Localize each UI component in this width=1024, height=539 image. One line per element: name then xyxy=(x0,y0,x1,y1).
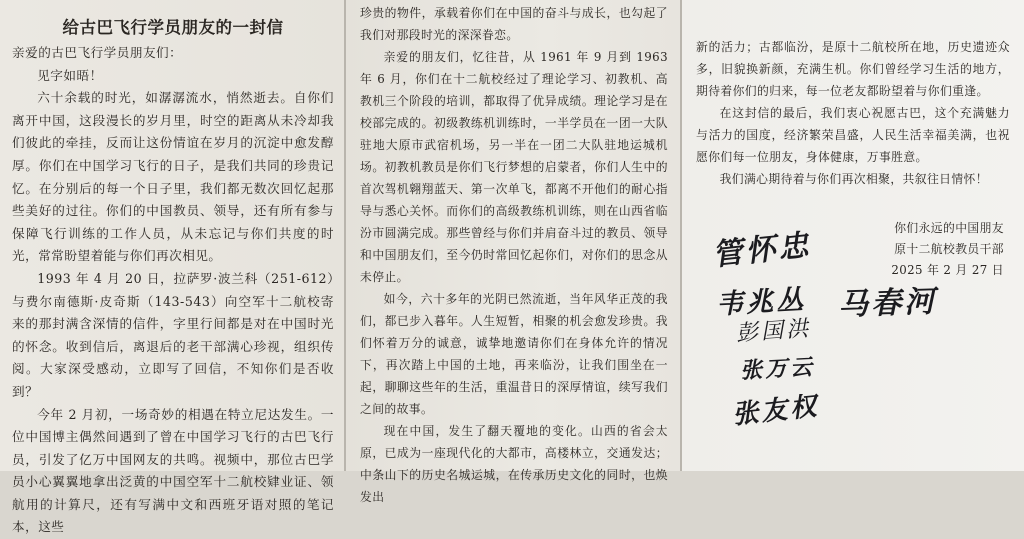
handwritten-signature: 张万云 xyxy=(739,350,816,385)
handwritten-signature: 彭国洪 xyxy=(735,311,812,347)
paragraph: 亲爱的朋友们，忆往昔，从 1961 年 9 月到 1963 年 6 月，你们在十二航校经过了理论学习、初教机、高教机三个阶段的培训，都取得了优异成绩。理论学习是在校部完成的。初级教练机训练时，一半学员在一团一大队驻地大原市武宿机场，另一半在一团二大队驻地运城机场。初教机教员是你们飞行梦想的启蒙者，你们人生中的首次驾机翱翔蓝天、第一次单飞，都离不开他们的耐心指导与悉心关怀。而你们的高级教练机训练，则在山西省临汾市圆满完成。那些曾经与你们并肩奋斗过的教员、领导和中国朋友们，至今仍时常回忆起你们，对你们的思念从未停止。 xyxy=(360,46,668,288)
sign-off-org: 原十二航校教员干部 xyxy=(696,239,1004,260)
letter-page-1 xyxy=(0,0,344,471)
letter-date: 2025 年 2 月 27 日 xyxy=(696,260,1004,281)
handwritten-signature: 管怀忠 xyxy=(710,220,813,274)
salutation: 亲爱的古巴飞行学员朋友们： xyxy=(12,42,334,65)
greeting: 见字如晤！ xyxy=(12,65,334,88)
paragraph: 我们满心期待着与你们再次相聚，共叙往日情怀！ xyxy=(696,168,1010,190)
paragraph: 六十余载的时光，如潺潺流水，悄然逝去。自你们离开中国，这段漫长的岁月里，时空的距离从未冷却我们彼此的牵挂，反而让这份情谊在岁月的沉淀中愈发醇厚。你们在中国学习飞行的日子，是我们共同的珍贵记忆。在分别后的每一个日子里，我们都无数次回忆起那些美好的过往。你们的中国教员、领导，还有所有参与保障飞行训练的工作人员，从未忘记与你们共度的时光，常常盼望着能与你们再次相见。 xyxy=(12,87,334,268)
handwritten-signature: 张友权 xyxy=(730,386,820,432)
paragraph: 如今，六十多年的光阴已然流逝，当年风华正茂的我们，都已步入暮年。人生短暂，相聚的机会愈发珍贵。我们怀着万分的诚意，诚挚地邀请你们在身体允许的情况下，再次踏上中国的土地，再来临汾，让我们围坐在一起，聊聊这些年的生活，重温昔日的深厚情谊，续写我们之间的故事。 xyxy=(360,288,668,420)
paragraph: 珍贵的物件，承载着你们在中国的奋斗与成长，也勾起了我们对那段时光的深深眷恋。 xyxy=(360,2,668,46)
letter-page-2 xyxy=(346,0,680,471)
paragraph: 现在中国，发生了翻天覆地的变化。山西的省会太原，已成为一座现代化的大都市，高楼林立，交通发达；中条山下的历史名城运城，在传承历史文化的同时，也焕发出 xyxy=(360,420,668,508)
sign-off-line: 你们永远的中国朋友 xyxy=(696,218,1004,239)
paragraph: 新的活力；古都临汾，是原十二航校所在地，历史遗迹众多，旧貌换新颜，充满生机。你们曾经学习生活的地方，期待着你们的归来，每一位老友都盼望着与你们重逢。 xyxy=(696,36,1010,102)
handwritten-signature: 马春河 xyxy=(837,276,937,323)
paragraph: 今年 2 月初，一场奇妙的相遇在特立尼达发生。一位中国博主偶然间遇到了曾在中国学习飞行的古巴飞行员，引发了亿万中国网友的共鸣。视频中，那位古巴学员小心翼翼地拿出泛黄的中国空军十二航校肄业证、领航用的计算尺，还有写满中文和西班牙语对照的笔记本，这些 xyxy=(12,404,334,539)
handwritten-signature: 韦兆丛 xyxy=(715,278,807,322)
paragraph: 在这封信的最后，我们衷心祝愿古巴，这个充满魅力与活力的国度，经济繁荣昌盛，人民生活幸福美满，也祝愿你们每一位朋友，身体健康，万事胜意。 xyxy=(696,102,1010,168)
letter-title: 给古巴飞行学员朋友的一封信 xyxy=(12,14,334,38)
paragraph: 1993 年 4 月 20 日，拉萨罗·波兰科（251-612）与费尔南德斯·皮奇斯（143-543）向空军十二航校寄来的那封满含深情的信件，字里行间都是对在中国时光的怀念。收到信后，离退后的老干部满心珍视，组织传阅。大家深受感动，立即写了回信，不知你们是否收到？ xyxy=(12,268,334,404)
